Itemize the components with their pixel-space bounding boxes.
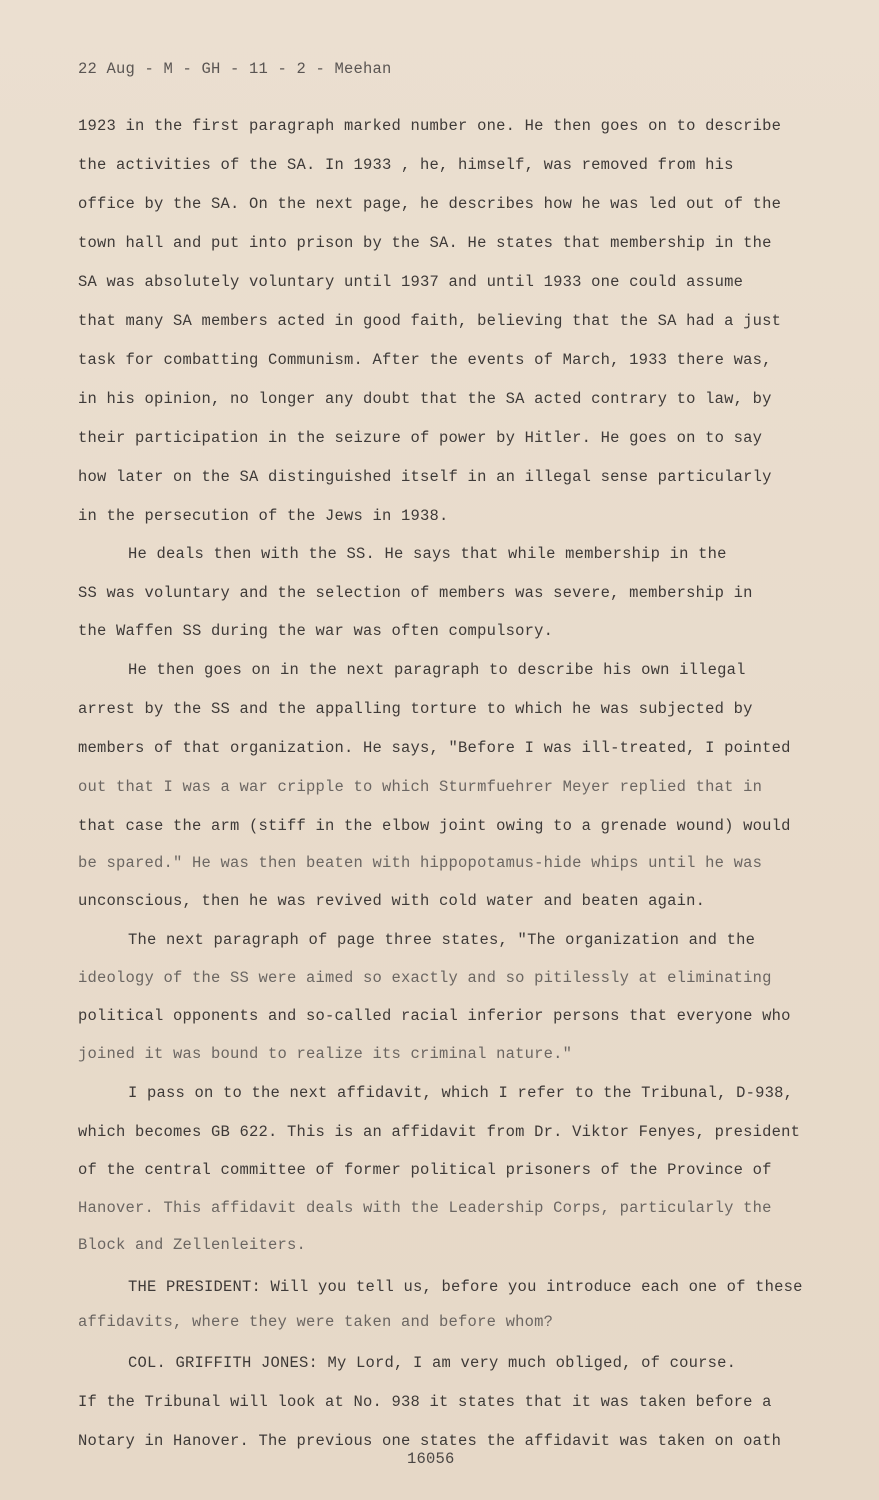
text-line: Notary in Hanover. The previous one states the affidavit was taken on oath — [78, 1432, 782, 1450]
text-line: He deals then with the SS. He says that while membership in the — [128, 545, 727, 563]
text-line: in his opinion, no longer any doubt that the SA acted contrary to law, by — [78, 390, 772, 408]
page-number: 16056 — [407, 1450, 455, 1468]
text-line: members of that organization. He says, "Before I was ill-treated, I pointed — [78, 739, 791, 757]
text-line: the Waffen SS during the war was often compulsory. — [78, 622, 554, 640]
text-line: ideology of the SS were aimed so exactly and so pitilessly at eliminating — [78, 969, 772, 987]
text-line: If the Tribunal will look at No. 938 it states that it was taken before a — [78, 1393, 772, 1411]
text-line: that case the arm (stiff in the elbow joint owing to a grenade wound) would — [78, 817, 791, 835]
text-line: town hall and put into prison by the SA. He states that membership in the — [78, 234, 772, 252]
text-line: task for combatting Communism. After the events of March, 1933 there was, — [78, 351, 772, 369]
text-line: I pass on to the next affidavit, which I refer to the Tribunal, D-938, — [128, 1084, 794, 1102]
text-line: be spared." He was then beaten with hippopotamus-hide whips until he was — [78, 854, 763, 872]
text-line: He then goes on in the next paragraph to describe his own illegal — [128, 661, 746, 679]
text-line: Block and Zellenleiters. — [78, 1236, 307, 1254]
text-line: THE PRESIDENT: Will you tell us, before you introduce each one of these — [128, 1278, 803, 1296]
text-line: Hanover. This affidavit deals with the Leadership Corps, particularly the — [78, 1199, 772, 1217]
text-line: 1923 in the first paragraph marked number one. He then goes on to describe — [78, 117, 782, 135]
text-line: COL. GRIFFITH JONES: My Lord, I am very much obliged, of course. — [128, 1354, 737, 1372]
text-line: out that I was a war cripple to which Sturmfuehrer Meyer replied that in — [78, 778, 763, 796]
text-line: their participation in the seizure of power by Hitler. He goes on to say — [78, 429, 763, 447]
text-line: political opponents and so-called racial inferior persons that everyone who — [78, 1007, 791, 1025]
text-line: The next paragraph of page three states, "The organization and the — [128, 931, 756, 949]
text-line: SS was voluntary and the selection of members was severe, membership in — [78, 584, 753, 602]
text-line: arrest by the SS and the appalling torture to which he was subjected by — [78, 700, 753, 718]
text-line: unconscious, then he was revived with cold water and beaten again. — [78, 892, 706, 910]
text-line: office by the SA. On the next page, he describes how he was led out of the — [78, 195, 782, 213]
text-line: which becomes GB 622. This is an affidavit from Dr. Viktor Fenyes, president — [78, 1123, 801, 1141]
text-line: of the central committee of former political prisoners of the Province of — [78, 1161, 772, 1179]
text-line: how later on the SA distinguished itself in an illegal sense particularly — [78, 468, 772, 486]
text-line: in the persecution of the Jews in 1938. — [78, 507, 449, 525]
text-line: SA was absolutely voluntary until 1937 and until 1933 one could assume — [78, 273, 744, 291]
text-line: joined it was bound to realize its criminal nature." — [78, 1045, 573, 1063]
text-line: that many SA members acted in good faith, believing that the SA had a just — [78, 312, 782, 330]
text-line: the activities of the SA. In 1933 , he, himself, was removed from his — [78, 156, 734, 174]
text-line: affidavits, where they were taken and before whom? — [78, 1313, 554, 1331]
page-header: 22 Aug - M - GH - 11 - 2 - Meehan — [78, 60, 392, 78]
